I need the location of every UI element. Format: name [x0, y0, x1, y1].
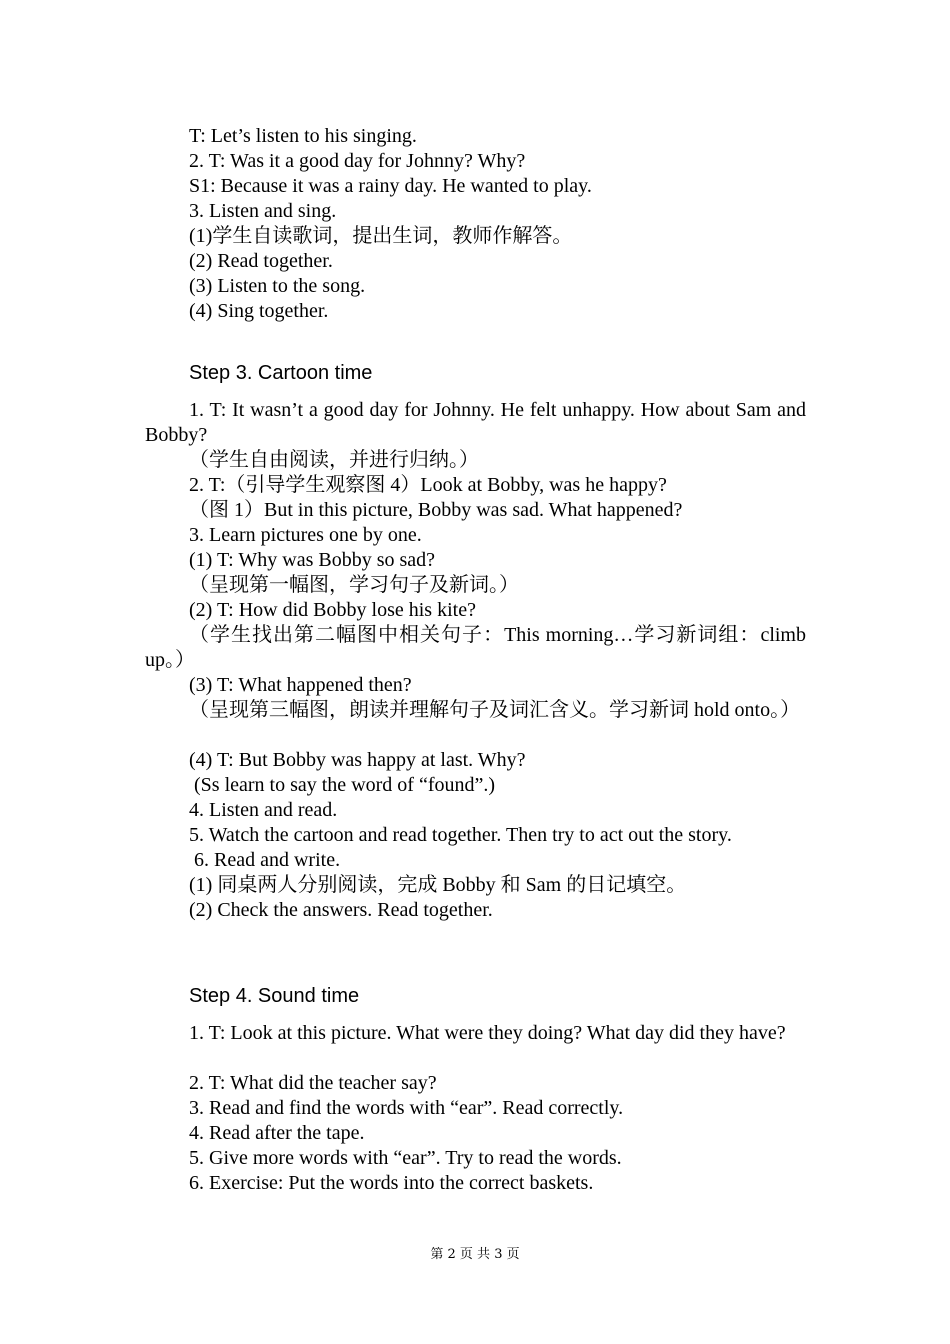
page-footer: 第 2 页 共 3 页	[430, 1247, 520, 1262]
paragraph: 1. T: Look at this picture. What were they doing? What day did they have?	[189, 1022, 786, 1044]
text-line: 6. Read and write.	[189, 849, 341, 871]
text-line: （图 1）But in this picture, Bobby was sad. What happened?	[189, 499, 683, 521]
text-line: (Ss learn to say the word of “found”.)	[189, 774, 496, 796]
section-heading-step4: Step 4. Sound time	[189, 985, 360, 1007]
text-line: 4. Listen and read.	[189, 799, 338, 821]
text-line: (4) T: But Bobby was happy at last. Why?	[189, 749, 526, 771]
text-line: 2. T: Was it a good day for Johnny? Why?	[189, 150, 526, 172]
text-line: （呈现第一幅图，学习句子及新词。）	[189, 574, 519, 596]
section-heading-step3: Step 3. Cartoon time	[189, 362, 373, 384]
text-line: S1: Because it was a rainy day. He wanted to play.	[189, 175, 592, 197]
text-line: (1) 同桌两人分别阅读，完成 Bobby 和 Sam 的日记填空。	[189, 874, 687, 896]
text-line: 3. Learn pictures one by one.	[189, 524, 422, 546]
text-line: (1)学生自读歌词，提出生词，教师作解答。	[189, 225, 573, 247]
text-line: (3) T: What happened then?	[189, 674, 412, 696]
paragraph: （学生找出第二幅图中相关句子：This morning…学习新词组：climb up。）	[145, 624, 806, 671]
paragraph: （呈现第三幅图，朗读并理解句子及词汇含义。学习新词 hold onto。）	[189, 699, 801, 721]
text-line: 5. Give more words with “ear”. Try to read the words.	[189, 1147, 622, 1169]
text-line: 2. T: What did the teacher say?	[189, 1072, 437, 1094]
text-line: 4. Read after the tape.	[189, 1122, 365, 1144]
text-line: 6. Exercise: Put the words into the correct baskets.	[189, 1172, 594, 1194]
text-line: (1) T: Why was Bobby so sad?	[189, 549, 436, 571]
text-line: 5. Watch the cartoon and read together. Then try to act out the story.	[189, 824, 732, 846]
paragraph: 1. T: It wasn’t a good day for Johnny. He felt unhappy. How about Sam and Bobby?	[145, 399, 806, 446]
text-line: (3) Listen to the song.	[189, 275, 366, 297]
text-line: 2. T:（引导学生观察图 4）Look at Bobby, was he happy?	[189, 474, 667, 496]
text-line: (2) Check the answers. Read together.	[189, 899, 493, 921]
text-line: （学生自由阅读，并进行归纳。）	[189, 449, 479, 471]
text-line: 3. Read and find the words with “ear”. Read correctly.	[189, 1097, 624, 1119]
text-line: (2) Read together.	[189, 250, 333, 272]
text-line: T: Let’s listen to his singing.	[189, 125, 417, 147]
text-line: 3. Listen and sing.	[189, 200, 337, 222]
text-line: (4) Sing together.	[189, 300, 329, 322]
text-line: (2) T: How did Bobby lose his kite?	[189, 599, 476, 621]
